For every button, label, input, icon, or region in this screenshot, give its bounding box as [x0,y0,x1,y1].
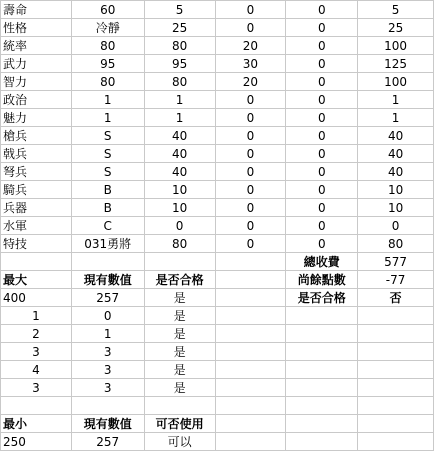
empty-cell[interactable] [1,253,72,271]
stat-value-cell[interactable]: 5 [144,1,215,19]
stat-total-cell[interactable]: 10 [358,181,434,199]
stat-bonus-cell[interactable]: 0 [215,163,286,181]
stat-name-cell[interactable]: 武力 [1,55,72,73]
empty-cell[interactable] [286,343,358,361]
stat-row [1,1,434,19]
empty-cell[interactable] [215,271,286,289]
stat-total-cell[interactable]: 5 [358,1,434,19]
empty-cell[interactable] [215,415,286,433]
empty-cell[interactable] [286,397,358,415]
stat-row [1,73,434,91]
stat-row [1,91,434,109]
pass-cell[interactable]: 是 [144,307,215,325]
stat-extra-cell[interactable]: 0 [286,19,358,37]
empty-cell[interactable] [215,325,286,343]
stat-bonus-cell[interactable]: 20 [215,37,286,55]
stat-name-cell[interactable]: 性格 [1,19,72,37]
stat-total-cell[interactable]: 100 [358,73,434,91]
stat-value-cell[interactable]: 80 [144,235,215,253]
empty-cell[interactable] [215,361,286,379]
stat-base-cell[interactable]: B [71,181,144,199]
current-cell[interactable]: 3 [71,361,144,379]
empty-cell[interactable] [358,379,434,397]
pass-cell[interactable]: 是 [144,361,215,379]
max-cell[interactable]: 2 [1,325,72,343]
stat-total-cell[interactable]: 25 [358,19,434,37]
stat-extra-cell[interactable]: 0 [286,199,358,217]
stat-extra-cell[interactable]: 0 [286,73,358,91]
empty-cell[interactable] [215,433,286,451]
stat-base-cell[interactable]: C [71,217,144,235]
max-row [1,325,434,343]
max-header-row [1,271,434,289]
max-row [1,361,434,379]
min-header-row [1,415,434,433]
stat-row [1,163,434,181]
stat-row [1,37,434,55]
header-cell[interactable]: 最小 [1,415,72,433]
empty-cell[interactable] [144,253,215,271]
summary-value-cell[interactable]: 否 [358,289,434,307]
stat-row [1,55,434,73]
empty-cell[interactable] [1,397,72,415]
header-cell[interactable]: 可否使用 [144,415,215,433]
empty-cell[interactable] [358,433,434,451]
empty-cell[interactable] [286,379,358,397]
stat-bonus-cell[interactable]: 0 [215,145,286,163]
stat-total-cell[interactable]: 10 [358,199,434,217]
stat-extra-cell[interactable]: 0 [286,91,358,109]
max-cell[interactable]: 3 [1,379,72,397]
stat-total-cell[interactable]: 40 [358,127,434,145]
summary-label-cell[interactable]: 總收費 [286,253,358,271]
stat-value-cell[interactable]: 80 [144,73,215,91]
stat-value-cell[interactable]: 1 [144,91,215,109]
stat-bonus-cell[interactable]: 0 [215,199,286,217]
empty-cell[interactable] [358,343,434,361]
header-cell[interactable]: 現有數值 [71,271,144,289]
summary-label-cell[interactable]: 是否合格 [286,289,358,307]
empty-cell[interactable] [358,307,434,325]
stat-total-cell[interactable]: 40 [358,163,434,181]
stat-bonus-cell[interactable]: 0 [215,235,286,253]
stat-value-cell[interactable]: 95 [144,55,215,73]
stat-row [1,217,434,235]
stat-name-cell[interactable]: 兵器 [1,199,72,217]
current-cell[interactable]: 257 [71,289,144,307]
stat-row [1,145,434,163]
stat-value-cell[interactable]: 1 [144,109,215,127]
summary-value-cell[interactable]: 577 [358,253,434,271]
stat-extra-cell[interactable]: 0 [286,1,358,19]
current-cell[interactable]: 1 [71,325,144,343]
stat-name-cell[interactable]: 政治 [1,91,72,109]
stat-name-cell[interactable]: 騎兵 [1,181,72,199]
stat-extra-cell[interactable]: 0 [286,145,358,163]
max-cell[interactable]: 4 [1,361,72,379]
stat-extra-cell[interactable]: 0 [286,109,358,127]
stat-extra-cell[interactable]: 0 [286,55,358,73]
stat-row [1,109,434,127]
pass-cell[interactable]: 是 [144,343,215,361]
stat-base-cell[interactable]: 80 [71,73,144,91]
stat-bonus-cell[interactable]: 0 [215,181,286,199]
empty-cell[interactable] [358,397,434,415]
stat-base-cell[interactable]: 60 [71,1,144,19]
current-cell[interactable]: 257 [71,433,144,451]
pass-cell[interactable]: 是 [144,289,215,307]
stat-row [1,181,434,199]
empty-cell[interactable] [215,307,286,325]
stat-bonus-cell[interactable]: 0 [215,217,286,235]
stat-name-cell[interactable]: 壽命 [1,1,72,19]
stat-total-cell[interactable]: 100 [358,37,434,55]
stat-base-cell[interactable]: 1 [71,109,144,127]
stat-value-cell[interactable]: 0 [144,217,215,235]
empty-cell[interactable] [358,415,434,433]
stat-extra-cell[interactable]: 0 [286,217,358,235]
stat-total-cell[interactable]: 125 [358,55,434,73]
stat-bonus-cell[interactable]: 30 [215,55,286,73]
max-cell[interactable]: 400 [1,289,72,307]
stat-value-cell[interactable]: 40 [144,163,215,181]
empty-cell[interactable] [71,253,144,271]
empty-cell[interactable] [358,325,434,343]
stat-row [1,199,434,217]
pass-cell[interactable]: 是 [144,325,215,343]
empty-cell[interactable] [215,289,286,307]
empty-cell[interactable] [286,325,358,343]
stat-name-cell[interactable]: 戟兵 [1,145,72,163]
stat-extra-cell[interactable]: 0 [286,127,358,145]
empty-cell[interactable] [286,415,358,433]
empty-cell[interactable] [286,307,358,325]
stat-bonus-cell[interactable]: 20 [215,73,286,91]
header-cell[interactable]: 最大 [1,271,72,289]
stat-name-cell[interactable]: 統率 [1,37,72,55]
stat-bonus-cell[interactable]: 0 [215,91,286,109]
empty-cell[interactable] [286,361,358,379]
empty-cell[interactable] [215,253,286,271]
empty-cell[interactable] [215,397,286,415]
empty-cell[interactable] [286,433,358,451]
usable-cell[interactable]: 可以 [144,433,215,451]
stat-base-cell[interactable]: B [71,199,144,217]
stat-name-cell[interactable]: 智力 [1,73,72,91]
empty-cell[interactable] [215,343,286,361]
stat-value-cell[interactable]: 10 [144,181,215,199]
empty-cell[interactable] [358,361,434,379]
current-cell[interactable]: 3 [71,343,144,361]
stat-base-cell[interactable]: 1 [71,91,144,109]
max-row [1,307,434,325]
stat-bonus-cell[interactable]: 0 [215,19,286,37]
min-cell[interactable]: 250 [1,433,72,451]
max-row [1,379,434,397]
stat-base-cell[interactable]: S [71,163,144,181]
stat-row [1,235,434,253]
max-cell[interactable]: 1 [1,307,72,325]
stat-bonus-cell[interactable]: 0 [215,109,286,127]
stat-total-cell[interactable]: 1 [358,109,434,127]
stat-value-cell[interactable]: 10 [144,199,215,217]
max-row [1,343,434,361]
stat-name-cell[interactable]: 水軍 [1,217,72,235]
stat-bonus-cell[interactable]: 0 [215,1,286,19]
stat-total-cell[interactable]: 80 [358,235,434,253]
summary-label-cell[interactable]: 尚餘點數 [286,271,358,289]
max-cell[interactable]: 3 [1,343,72,361]
stat-extra-cell[interactable]: 0 [286,37,358,55]
stat-total-cell[interactable]: 40 [358,145,434,163]
current-cell[interactable]: 0 [71,307,144,325]
stat-bonus-cell[interactable]: 0 [215,127,286,145]
stat-base-cell[interactable]: 95 [71,55,144,73]
stat-value-cell[interactable]: 25 [144,19,215,37]
stat-extra-cell[interactable]: 0 [286,235,358,253]
stat-base-cell[interactable]: S [71,145,144,163]
stat-value-cell[interactable]: 80 [144,37,215,55]
blank-row [1,397,434,415]
summary-row [1,253,434,271]
current-cell[interactable]: 3 [71,379,144,397]
stat-value-cell[interactable]: 40 [144,127,215,145]
stat-name-cell[interactable]: 弩兵 [1,163,72,181]
stat-name-cell[interactable]: 特技 [1,235,72,253]
empty-cell[interactable] [144,397,215,415]
stat-base-cell[interactable]: 冷靜 [71,19,144,37]
stat-total-cell[interactable]: 0 [358,217,434,235]
min-row [1,433,434,451]
stat-row [1,127,434,145]
stat-name-cell[interactable]: 魅力 [1,109,72,127]
header-cell[interactable]: 現有數值 [71,415,144,433]
spreadsheet-body [1,1,434,451]
stat-value-cell[interactable]: 40 [144,145,215,163]
header-cell[interactable]: 是否合格 [144,271,215,289]
summary-value-cell[interactable]: -77 [358,271,434,289]
stat-extra-cell[interactable]: 0 [286,181,358,199]
stat-extra-cell[interactable]: 0 [286,163,358,181]
pass-cell[interactable]: 是 [144,379,215,397]
max-row [1,289,434,307]
stat-base-cell[interactable]: 031勇將 [71,235,144,253]
stat-row [1,19,434,37]
stat-base-cell[interactable]: S [71,127,144,145]
stat-total-cell[interactable]: 1 [358,91,434,109]
empty-cell[interactable] [215,379,286,397]
stat-name-cell[interactable]: 槍兵 [1,127,72,145]
empty-cell[interactable] [71,397,144,415]
stat-base-cell[interactable]: 80 [71,37,144,55]
